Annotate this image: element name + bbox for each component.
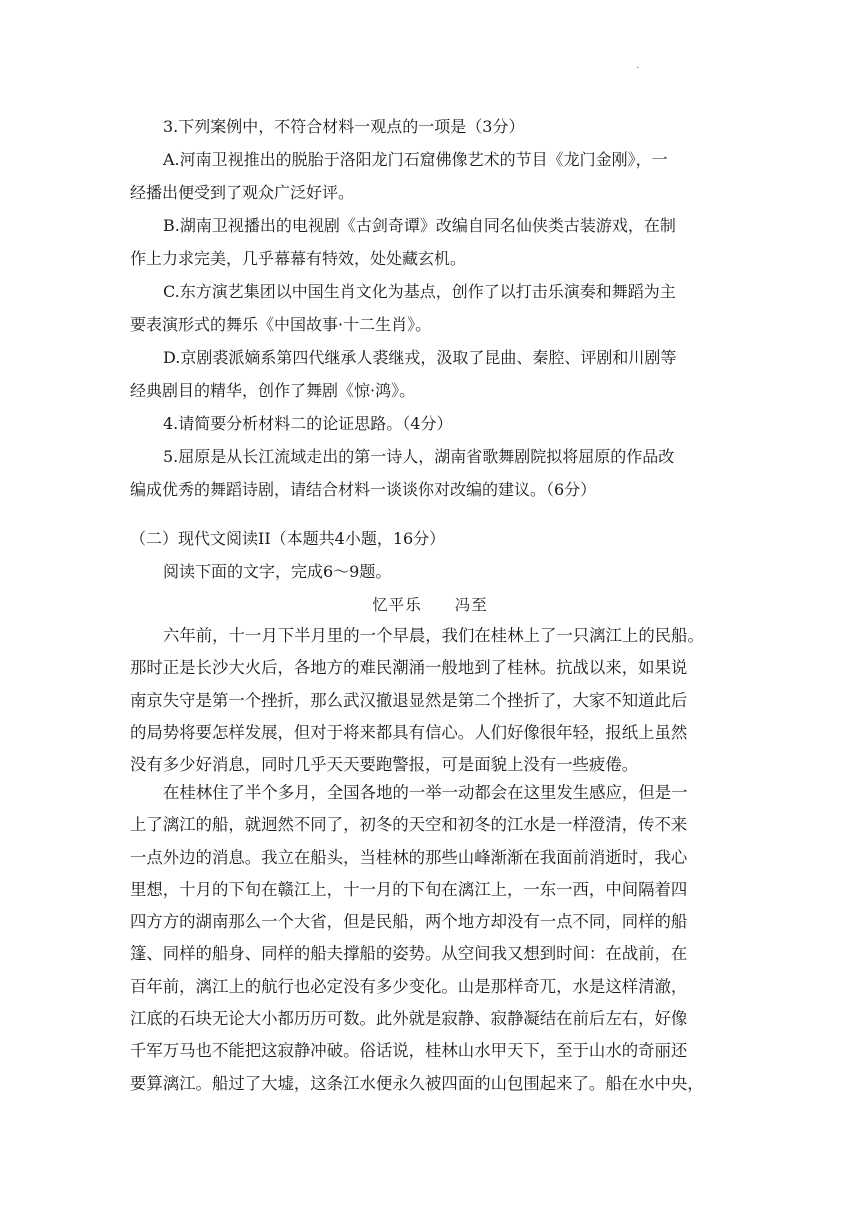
story-paragraph-2 bbox=[130, 777, 735, 1100]
story-line: 南京失守是第一个挫折，那么武汉撤退显然是第二个挫折了，大家不知道此后 bbox=[130, 690, 688, 710]
story-line: 千军万马也不能把这寂静冲破。俗话说，桂林山水甲天下，至于山水的奇丽还 bbox=[130, 1041, 688, 1061]
questions-block bbox=[130, 110, 735, 506]
story-title: 忆平乐 冯至 bbox=[372, 596, 488, 614]
q3-stem: 3.下列案例中，不符合材料一观点的一项是（3分） bbox=[163, 117, 525, 136]
section-instruction: 阅读下面的文字，完成6～9题。 bbox=[163, 562, 392, 581]
q5-stem-line1: 5.屈原是从长江流域走出的第一诗人，湖南省歌舞剧院拟将屈原的作品改 bbox=[163, 447, 675, 466]
q3-option-a-line1: A.河南卫视推出的脱胎于洛阳龙门石窟佛像艺术的节目《龙门金刚》，一 bbox=[163, 150, 668, 169]
q3-option-c-line1: C.东方演艺集团以中国生肖文化为基点，创作了以打击乐演奏和舞蹈为主 bbox=[163, 282, 676, 301]
story-line: 在桂林住了半个多月，全国各地的一举一动都会在这里发生感应，但是一 bbox=[163, 783, 688, 802]
q4-stem: 4.请简要分析材料二的论证思路。（4分） bbox=[163, 414, 453, 433]
q3-option-b-line1: B.湖南卫视播出的电视剧《古剑奇谭》改编自同名仙侠类古装游戏，在制 bbox=[163, 216, 676, 235]
story-line: 里想，十月的下旬在赣江上，十一月的下旬在漓江上，一东一西，中间隔着四 bbox=[130, 879, 688, 899]
story-line: 上了漓江的船，就迥然不同了，初冬的天空和初冬的江水是一样澄清，传不来 bbox=[130, 815, 688, 835]
story-line: 篷、同样的船身、同样的船夫撑船的姿势。从空间我又想到时间：在战前，在 bbox=[130, 944, 688, 964]
section-title: （二）现代文阅读II（本题共4小题，16分） bbox=[130, 529, 446, 548]
story-line: 没有多少好消息，同时几乎天天要跑警报，可是面貌上没有一些疲倦。 bbox=[130, 755, 639, 775]
story-line: 要算漓江。船过了大墟，这条江水便永久被四面的山包围起来了。船在水中央， bbox=[130, 1073, 704, 1093]
story-line: 那时正是长沙大火后，各地方的难民潮涌一般地到了桂林。抗战以来，如果说 bbox=[130, 658, 688, 678]
story-line: 六年前，十一月下半月里的一个早晨，我们在桂林上了一只漓江上的民船。 bbox=[163, 626, 704, 645]
story-line: 江底的石块无论大小都历历可数。此外就是寂静、寂静凝结在前后左右，好像 bbox=[130, 1009, 688, 1029]
q3-option-b-line2: 作上力求完美，几乎幕幕有特效，处处藏玄机。 bbox=[130, 249, 467, 268]
q3-option-a-line2: 经播出便受到了观众广泛好评。 bbox=[130, 183, 355, 202]
story-line: 百年前，漓江上的航行也必定没有多少变化。山是那样奇兀，水是这样清澈， bbox=[130, 976, 688, 996]
story-paragraph-1 bbox=[130, 620, 735, 781]
story-line: 一点外边的消息。我立在船头，当桂林的那些山峰渐渐在我面前消逝时，我心 bbox=[130, 847, 688, 867]
header-mark: . bbox=[636, 60, 640, 71]
q3-option-c-line2: 要表演形式的舞乐《中国故事·十二生肖》。 bbox=[130, 315, 432, 334]
q5-stem-line2: 编成优秀的舞蹈诗剧，请结合材料一谈谈你对改编的建议。（6分） bbox=[130, 480, 597, 499]
q3-option-d-line1: D.京剧裘派嫡系第四代继承人裘继戎，汲取了昆曲、秦腔、评剧和川剧等 bbox=[163, 348, 677, 367]
story-line: 的局势将要怎样发展，但对于将来都具有信心。人们好像很年轻，报纸上虽然 bbox=[130, 722, 688, 742]
story-line: 四方方的湖南那么一个大省，但是民船，两个地方却没有一点不同，同样的船 bbox=[130, 912, 688, 932]
q3-option-d-line2: 经典剧目的精华，创作了舞剧《惊·鸿》。 bbox=[130, 381, 416, 400]
